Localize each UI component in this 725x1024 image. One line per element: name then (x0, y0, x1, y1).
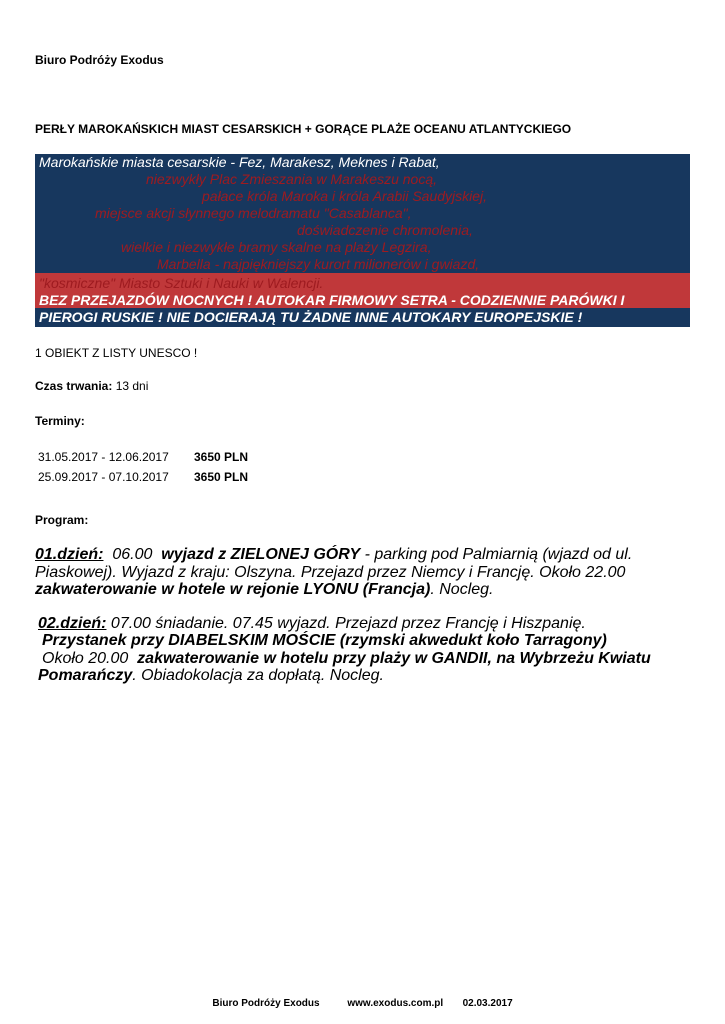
day1-time: 06.00 (112, 546, 153, 563)
banner-line-8: "kosmiczne" Miasto Sztuki i Nauki w Walencji. (39, 275, 324, 291)
banner-line-3: pałace króla Maroka i króla Arabii Saudyjskiej, (202, 188, 488, 204)
day1-label: 01.dzień: (35, 546, 104, 563)
footer-date: 02.03.2017 (462, 998, 513, 1009)
banner-line-9: BEZ PRZEJAZDÓW NOCNYCH ! AUTOKAR FIRMOWY SETRA - CODZIENNIE PARÓWKI I (39, 292, 625, 308)
day2-line-3 (42, 650, 651, 667)
term-row (38, 450, 248, 464)
duration-value: 13 dni (115, 379, 149, 393)
footer-website: www.exodus.com.pl (347, 998, 444, 1009)
program-heading: Program: (35, 513, 89, 527)
day1-transit: . Przejazd przez Niemcy i Francję. Około 22.00 (291, 564, 626, 581)
banner-line-6: wielkie i niezwykłe bramy skalne na plaży Legzira, (121, 239, 432, 255)
banner-line-4: miejsce akcji słynnego melodramatu "Casablanca", (95, 205, 412, 221)
page-footer (0, 998, 725, 1009)
banner-line-2: niezwykły Plac Zmieszania w Marakeszu nocą, (146, 171, 437, 187)
day2-arrival-time: Około 20.00 (42, 650, 129, 667)
day2-stop: Przystanek przy DIABELSKIM MOŚCIE (rzymski akwedukt koło Tarragony) (42, 632, 607, 649)
term-price: 3650 PLN (194, 450, 249, 464)
unesco-note: 1 OBIEKT Z LISTY UNESCO ! (35, 346, 198, 360)
term-dates: 25.09.2017 - 07.10.2017 (38, 470, 169, 484)
highlights-banner (35, 154, 690, 327)
banner-line-5: doświadczenie chromolenia, (297, 222, 473, 238)
day2-line-4 (38, 667, 384, 684)
day2-label: 02.dzień: (38, 615, 107, 632)
tour-title: PERŁY MAROKAŃSKICH MIAST CESARSKICH + GORĄCE PLAŻE OCEANU ATLANTYCKIEGO (35, 122, 572, 136)
duration-label: Czas trwania: (35, 379, 113, 393)
banner-line-7: Marbella - najpiękniejszy kurort milionerów i gwiazd, (157, 256, 480, 272)
duration (35, 379, 148, 393)
term-dates: 31.05.2017 - 12.06.2017 (38, 450, 169, 464)
company-name: Biuro Podróży Exodus (35, 53, 164, 67)
day1-line-3 (35, 581, 494, 598)
day1-line-2 (35, 564, 625, 581)
day1-night: . Nocleg. (430, 581, 494, 598)
day1-border: Piaskowej). Wyjazd z kraju: Olszyna (35, 564, 292, 581)
banner-line-1: Marokańskie miasta cesarskie - Fez, Marakesz, Meknes i Rabat, (39, 154, 440, 170)
day2-dinner: . Obiadokolacja za dopłatą. Nocleg. (132, 667, 384, 684)
day1-hotel: zakwaterowanie w hotele w rejonie LYONU (Francja) (35, 581, 431, 598)
day2-hotel: zakwaterowanie w hotelu przy plaży w GANDII, na Wybrzeżu Kwiatu (137, 650, 651, 667)
banner-line-10: PIEROGI RUSKIE ! NIE DOCIERAJĄ TU ŻADNE INNE AUTOKARY EUROPEJSKIE ! (39, 309, 583, 325)
term-price: 3650 PLN (194, 470, 249, 484)
day1-departure: wyjazd z ZIELONEJ GÓRY (161, 546, 361, 563)
footer-company: Biuro Podróży Exodus (212, 998, 320, 1009)
term-row (38, 470, 248, 484)
day2-line-1 (38, 615, 586, 632)
day2-hotel-end: Pomarańczy (38, 667, 133, 684)
day1-line-1 (35, 546, 632, 563)
day2-morning: 07.00 śniadanie. 07.45 wyjazd. Przejazd przez Francję i Hiszpanię. (106, 615, 586, 632)
terms-heading: Terminy: (35, 414, 85, 428)
day2-line-2 (42, 632, 607, 649)
day1-parking: - parking pod Palmiarnią (wjazd od ul. (360, 546, 633, 563)
